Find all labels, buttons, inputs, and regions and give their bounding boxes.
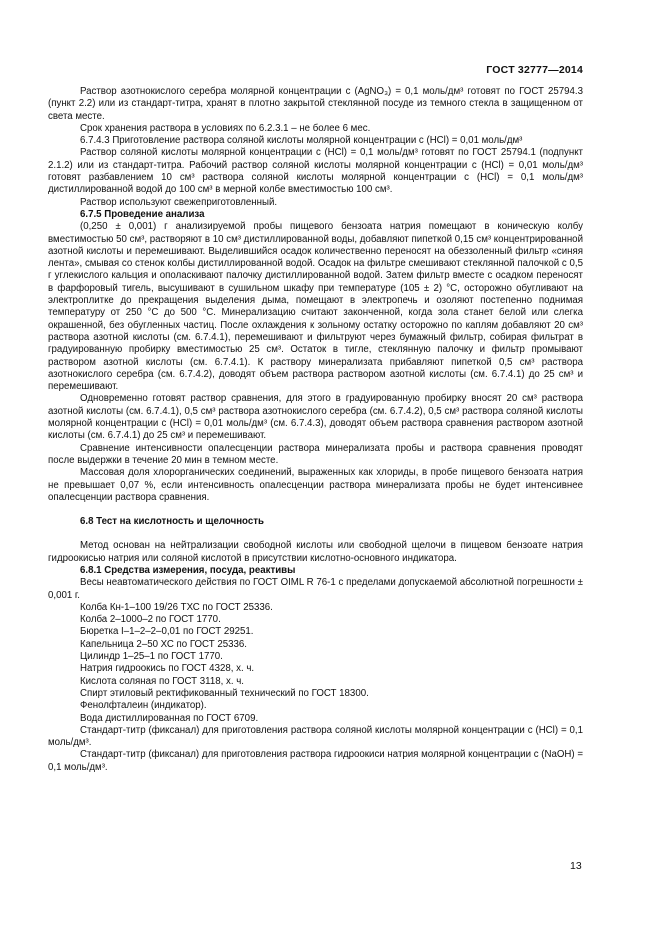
list-item: Бюретка I–1–2–2–0,01 по ГОСТ 29251. bbox=[80, 626, 254, 638]
list-item: Колба 2–1000–2 по ГОСТ 1770. bbox=[80, 614, 221, 626]
spacer bbox=[48, 528, 583, 540]
paragraph: Метод основан на нейтрализации свободной кислоты или свободной щелочи в пищевом бензоате натрия гидроокисью натрия или соляной кислотой в присутствии кислотно-основного индикатора. bbox=[48, 540, 583, 564]
list-item: Спирт этиловый ректификованный технический по ГОСТ 18300. bbox=[80, 687, 369, 699]
paragraph: Массовая доля хлорорганических соединений, выраженных как хлориды, в пробе пищевого бензоата натрия не превышает 0,07 %, если интенсивность опалесценции раствора минерализата пробы не будет интенсивнее опалесценции раствора сравнения. bbox=[48, 467, 583, 503]
spacer bbox=[48, 504, 583, 516]
list-item: Вода дистиллированная по ГОСТ 6709. bbox=[80, 712, 259, 724]
paragraph: Раствор используют свежеприготовленный. bbox=[80, 196, 278, 208]
paragraph: Весы неавтоматического действия по ГОСТ OIML R 76-1 с пределами допускаемой абсолютной погрешности ± 0,001 г. bbox=[48, 577, 583, 601]
paragraph: Раствор соляной кислоты молярной концентрации с (HCl) = 0,1 моль/дм³ готовят по ГОСТ 25794.1 (подпункт 2.1.2) или из стандарт-титра. Рабочий раствор соляной кислоты молярной концентрации с (HCl) = 0,01 моль/дм³ готовят разбавлением 10 см³ раствора соляной кислоты молярной концентрации с (HCl) = 0,1 моль/дм³ дистиллированной водой до 100 см³ в мерной колбе вместимостью 100 см³. bbox=[48, 147, 583, 196]
standard-header: ГОСТ 32777—2014 bbox=[486, 64, 583, 76]
section-heading: 6.8.1 Средства измерения, посуда, реактивы bbox=[80, 564, 296, 576]
paragraph: Срок хранения раствора в условиях по 6.2.3.1 – не более 6 мес. bbox=[80, 122, 371, 134]
document-body bbox=[48, 86, 583, 774]
list-item: Капельница 2–50 ХС по ГОСТ 25336. bbox=[80, 638, 247, 650]
section-heading: 6.7.5 Проведение анализа bbox=[80, 208, 205, 220]
paragraph: Одновременно готовят раствор сравнения, для этого в градуированную пробирку вносят 20 см³ раствора азотной кислоты (см. 6.7.4.1), 0,5 см³ раствора азотнокислого серебра (см. 6.7.4.2), 0,5 см³ раствора соляной кислоты молярной концентрации с (HCl) = 0,01 моль/дм³ (см. 6.7.4.3), доводят объем раствора сравнения раствором азотной кислоты (см. 6.7.4.1) до 25 см³ и перемешивают. bbox=[48, 393, 583, 442]
subsection-heading: 6.7.4.3 Приготовление раствора соляной кислоты молярной концентрации с (HCl) = 0,01 моль/дм³ bbox=[80, 135, 523, 147]
page-number: 13 bbox=[570, 860, 582, 872]
list-item: Кислота соляная по ГОСТ 3118, х. ч. bbox=[80, 675, 244, 687]
paragraph: Раствор азотнокислого серебра молярной концентрации с (AgNO₃) = 0,1 моль/дм³ готовят по ГОСТ 25794.3 (пункт 2.2) или из стандарт-титра, хранят в плотно закрытой стеклянной посуде из темного стекла в защищенном от света месте. bbox=[48, 86, 583, 122]
list-item: Колба Кн-1–100 19/26 ТХС по ГОСТ 25336. bbox=[80, 601, 273, 613]
paragraph: Стандарт-титр (фиксанал) для приготовления раствора соляной кислоты молярной концентрации с (HCl) = 0,1 моль/дм³. bbox=[48, 724, 583, 749]
paragraph: Сравнение интенсивности опалесценции раствора минерализата пробы и раствора сравнения проводят после выдержки в течение 20 мин в темном месте. bbox=[48, 442, 583, 466]
paragraph: Стандарт-титр (фиксанал) для приготовления раствора гидроокиси натрия молярной концентрации с (NaOH) = 0,1 моль/дм³. bbox=[48, 749, 583, 773]
paragraph: (0,250 ± 0,001) г анализируемой пробы пищевого бензоата натрия помещают в коническую колбу вместимостью 50 см³, растворяют в 10 см³ дистиллированной воды, добавляют пипеткой 0,15 см³ концентрированной азотной кислоты и перемешивают. Выделившийся осадок количественно переносят на обеззоленный фильтр «синяя лента», смывая со стенок колбы дистиллированной водой. Осадок на фильтре смешивают стеклянной палочкой с 0,5 г углекислого кальция и ополаскивают палочку дистиллированной водой. Затем фильтр вместе с осадком переносят в фарфоровый тигель, высушивают в сушильном шкафу при температуре (105 ± 2) °C, осторожно обугливают на электроплитке до прекращения выделения дыма, помещают в электропечь и озоляют постепенно поднимая температуру от 250 °C до 500 °C. Минерализацию считают законченной, когда зола станет белой или слегка окрашенной, без обугленных частиц. После охлаждения к зольному остатку осторожно по каплям добавляют 20 см³ раствора азотной кислоты (см. 6.7.4.1), перемешивают и фильтруют через бумажный фильтр, собирая фильтрат в градуированную пробирку вместимостью 25 см³. Остаток в тигле, стеклянную палочку и фильтр промывают раствором азотной кислоты (см. 6.7.4.1). К раствору минерализата прибавляют пипеткой 0,5 см³ раствора азотнокислого серебра (см. 6.7.4.2), доводят объем раствора раствором азотной кислоты (см. 6.7.4.1) до 25 см³ и перемешивают. bbox=[48, 221, 583, 393]
section-heading: 6.8 Тест на кислотность и щелочность bbox=[80, 516, 264, 528]
list-item: Цилиндр 1–25–1 по ГОСТ 1770. bbox=[80, 651, 223, 663]
list-item: Натрия гидроокись по ГОСТ 4328, х. ч. bbox=[80, 663, 255, 675]
list-item: Фенолфталеин (индикатор). bbox=[80, 700, 207, 712]
